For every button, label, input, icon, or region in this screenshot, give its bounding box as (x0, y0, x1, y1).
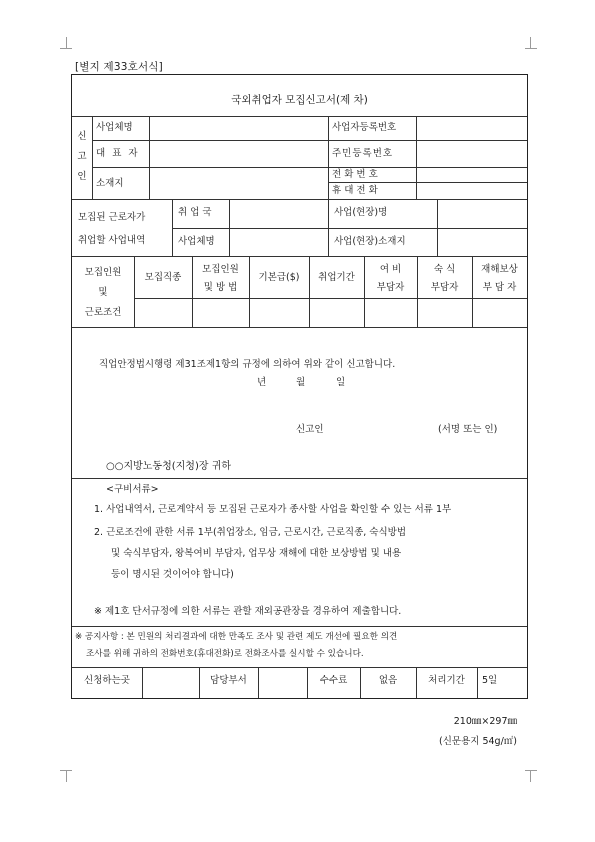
crop-mark (525, 770, 537, 771)
reporter-label: 신고인 (296, 424, 324, 435)
divider (72, 626, 527, 627)
form-number-label: [별지 제33호서식] (75, 61, 163, 73)
site-address-label: 사업(현장)소재지 (334, 236, 406, 247)
mobile-label: 휴 대 전 화 (332, 185, 378, 196)
header-employment-period (309, 271, 364, 285)
employment-section-label: 취업할 사업내역 (78, 235, 146, 246)
declaration-statement: 직업안정법시행령 제31조제1항의 규정에 의하여 위와 같이 신고합니다. (99, 359, 396, 370)
crop-mark (530, 770, 531, 782)
employment-section-label: 모집된 근로자가 (78, 212, 146, 223)
divider (309, 256, 310, 327)
applicant-section-label: 신고인 (77, 131, 87, 182)
processing-label: 처리기간 (428, 675, 465, 686)
business-reg-no-label: 사업자등록번호 (332, 122, 397, 133)
conditions-label-line: 모집인원 (84, 267, 122, 278)
divider (229, 199, 230, 256)
notice-text: 조사를 위해 귀하의 전화번호(휴대전화)로 전화조사를 실시할 수 있습니다. (86, 649, 364, 659)
divider (72, 256, 527, 257)
conditions-label-line: 및 (98, 287, 108, 298)
conditions-section-label (72, 263, 134, 323)
divider (72, 667, 527, 668)
addressee: ○○지방노동청(지청)장 귀하 (106, 461, 232, 472)
header-line: 모집인원 (202, 264, 239, 275)
header-recruit-count (192, 261, 249, 297)
header-travel-cost (364, 261, 417, 297)
divider (437, 199, 438, 256)
header-line: 여 비 (379, 264, 402, 275)
processing-value: 5일 (482, 675, 498, 686)
company-name-label: 사업체명 (96, 122, 133, 133)
signature-note: (서명 또는 인) (438, 424, 498, 435)
divider (92, 116, 93, 199)
header-job-type (134, 271, 192, 285)
divider (477, 667, 478, 698)
crop-mark (60, 48, 72, 49)
form-title: 국외취업자 모집신고서(제 차) (231, 94, 368, 106)
divider (416, 116, 417, 199)
divider (92, 140, 527, 141)
header-line: 재해보상 (481, 264, 518, 275)
header-lodging-cost (417, 261, 472, 297)
address-label: 소재지 (96, 178, 124, 189)
header-line: 모집직종 (144, 272, 182, 283)
divider (72, 478, 527, 479)
header-line: 숙 식 (433, 264, 456, 275)
header-accident-comp (472, 261, 527, 297)
divider (328, 199, 329, 256)
date-month: 월 (296, 377, 306, 388)
header-line: 및 방 법 (203, 282, 238, 293)
resident-reg-no-label: 주민등록번호 (332, 148, 394, 159)
header-line: 부담자 (430, 282, 459, 293)
header-base-pay (249, 271, 309, 285)
divider (172, 199, 173, 256)
divider (258, 667, 259, 698)
site-name-label: 사업(현장)명 (334, 207, 388, 218)
header-line: 기본급($) (258, 272, 300, 283)
conditions-label-line: 근로조건 (84, 307, 122, 318)
header-line: 취업기간 (318, 272, 355, 283)
employer-label: 사업체명 (178, 236, 215, 247)
documents-heading: <구비서류> (106, 484, 159, 495)
department-label: 담당부서 (210, 675, 247, 686)
submit-to-label: 신청하는곳 (84, 675, 130, 686)
crop-mark (60, 770, 72, 771)
document-item-1: 1. 사업내역서, 근로계약서 등 모집된 근로자가 종사할 사업을 확인할 수 있는 서류 1부 (94, 504, 452, 515)
crop-mark (525, 48, 537, 49)
fee-label: 수수료 (319, 675, 348, 686)
divider (142, 667, 143, 698)
header-line: 부 담 자 (482, 282, 517, 293)
phone-label: 전 화 번 호 (332, 169, 378, 180)
document-item-2-cont: 등이 명시된 것이어야 합니다) (111, 569, 234, 580)
divider (92, 167, 527, 168)
divider (328, 116, 329, 199)
divider (72, 327, 527, 328)
representative-label: 대 표 자 (96, 148, 140, 159)
header-line: 부담자 (376, 282, 405, 293)
documents-note: ※ 제1호 단서규정에 의한 서류는 관할 재외공관장을 경유하여 제출합니다. (94, 606, 402, 617)
document-item-2: 2. 근로조건에 관한 서류 1부(취업장소, 임금, 근로시간, 근로직종, 숙식방법 (94, 527, 407, 538)
notice-text: ※ 공지사항 : 본 민원의 처리결과에 대한 만족도 조사 및 관련 제도 개선에 필요한 의견 (75, 632, 398, 642)
divider (72, 199, 527, 200)
document-item-2-cont: 및 숙식부담자, 왕복여비 부담자, 업무상 재해에 대한 보상방법 및 내용 (111, 548, 402, 559)
report-form (71, 74, 528, 699)
date-year: 년 (257, 377, 267, 388)
crop-mark (66, 770, 67, 782)
fee-value: 없음 (378, 675, 398, 686)
divider (249, 256, 250, 327)
paper-type: (신문용지 54g/㎡) (439, 736, 517, 747)
date-day: 일 (336, 377, 346, 388)
divider (172, 228, 527, 229)
divider (328, 182, 527, 183)
divider (72, 116, 527, 117)
country-label: 취 업 국 (178, 207, 212, 218)
paper-size: 210㎜×297㎜ (453, 716, 517, 727)
divider (149, 116, 150, 199)
divider (134, 256, 135, 327)
